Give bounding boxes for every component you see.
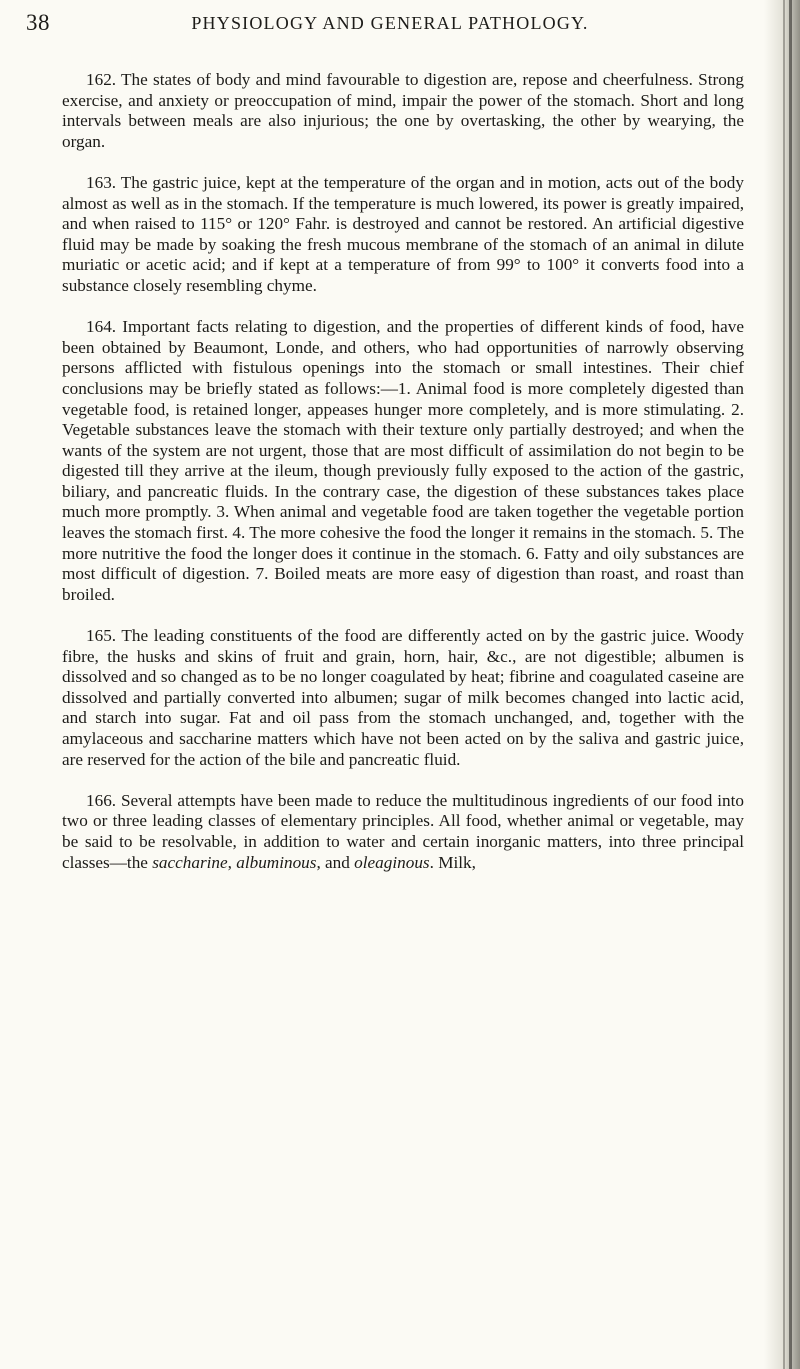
paragraph-number: 162. [86, 70, 117, 89]
paragraph-number: 166. [86, 790, 117, 810]
separator: , and [316, 852, 355, 872]
paragraph-text-end: . Milk, [429, 852, 476, 872]
binding-edge [789, 0, 792, 1369]
paragraph-164 [62, 317, 744, 605]
paragraph-163 [62, 173, 744, 297]
paragraph-number: 165. [86, 626, 117, 646]
page-number: 38 [26, 10, 50, 35]
paragraph-text: Important facts relating to digestion, and the properties of different kinds of food, have been obtained by Beaumont, Londe, and others, who had opportunities of narrowly observing persons afflicted with fistulous openings into the stomach or small intestines. Their chief conclusions may be briefly stated as follows:—1. Animal food is more completely digested than vegetable food, is retained longer, appeases hunger more completely, and is more stimulating. 2. Vegetable substances leave the stomach with their texture only partially destroyed; and when the wants of the system are not urgent, those that are most difficult of assimilation do not begin to be digested till they arrive at the ileum, though previously fully exposed to the action of the gastric, biliary, and pancreatic fluids. In the contrary case, the digestion of these substances takes place much more promptly. 3. When animal and vegetable food are taken together the vegetable portion leaves the stomach first. 4. The more cohesive the food the longer it remains in the stomach. 5. The more nutritive the food the longer does it continue in the stomach. 6. Fatty and oily substances are most difficult of digestion. 7. Boiled meats are more easy of digestion than roast, and roast than broiled. [62, 317, 745, 604]
term-albuminous: albuminous [236, 852, 317, 872]
paragraph-text: The states of body and mind favourable to digestion are, repose and cheerfulness. Strong exercise, and anxiety or preoccupation of mind, impair the power of the stomach. Short and long intervals between meals are also injurious; the one by overtasking, the other by wearying, the organ. [62, 70, 744, 151]
paragraph-number: 164. [86, 317, 117, 337]
binding-edge-inner [783, 0, 785, 1369]
binding-shadow [764, 0, 800, 1369]
paragraph-166 [62, 791, 744, 873]
separator: , [227, 852, 237, 872]
paragraph-text: The leading constituents of the food are differently acted on by the gastric juice. Woody fibre, the husks and skins of fruit and grain, horn, hair, &c., are not digestible; albumen is dissolved and so changed as to be no longer coagulated by heat; fibrine and coagulated caseine are dissolved and partially converted into albumen; sugar of milk becomes changed into lactic acid, and starch into sugar. Fat and oil pass from the stomach unchanged, and, together with the amylaceous and saccharine matters which have not been acted on by the saliva and gastric juice, are reserved for the action of the bile and pancreatic fluid. [62, 626, 744, 769]
paragraph-165 [62, 626, 744, 770]
term-oleaginous: oleaginous [354, 852, 430, 872]
term-saccharine: saccharine [152, 852, 228, 872]
page-header [0, 10, 760, 40]
paragraph-text: Several attempts have been made to reduce the multitudinous ingredients of our food into two or three leading classes of elementary principles. All food, whether animal or vegetable, may be said to be resolvable, in addition to water and certain inorganic matters, into three principal classes—the [62, 790, 745, 872]
paragraph-text: The gastric juice, kept at the temperature of the organ and in motion, acts out of the body almost as well as in the stomach. If the temperature is much lowered, its power is greatly impaired, and when raised to 115° or 120° Fahr. is destroyed and cannot be restored. An artificial digestive fluid may be made by soaking the fresh mucous membrane of the stomach of an animal in dilute muriatic or acetic acid; and if kept at a temperature of from 99° to 100° it converts food into a substance closely resembling chyme. [62, 172, 744, 295]
body-text [62, 70, 744, 873]
paragraph-162 [62, 70, 744, 152]
running-head: PHYSIOLOGY AND GENERAL PATHOLOGY. [191, 13, 589, 33]
paragraph-number: 163. [86, 172, 117, 192]
